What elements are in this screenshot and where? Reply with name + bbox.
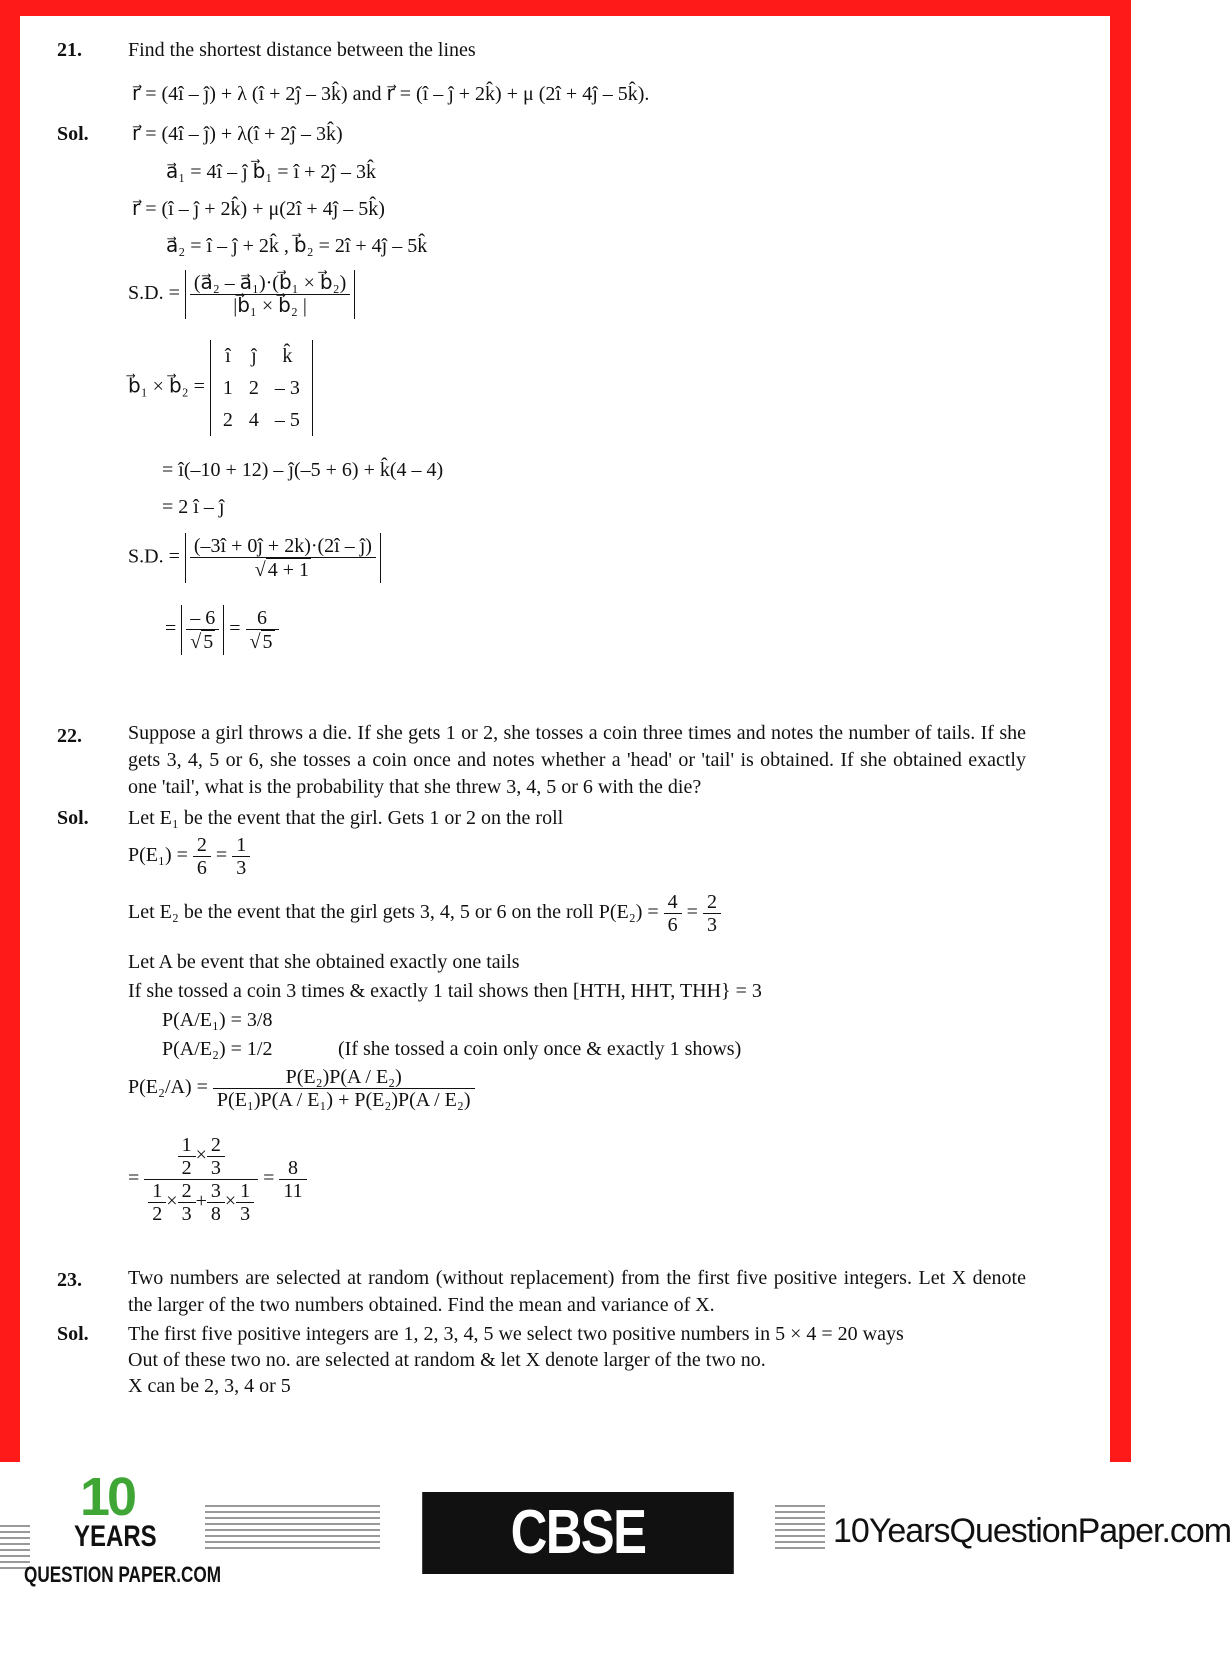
- eval-eq2: =: [263, 1167, 275, 1190]
- q23-number: 23.: [57, 1269, 82, 1291]
- q21-step1: r⃗ = (4î – ĵ) + λ(î + 2ĵ – 3k̂): [132, 123, 343, 145]
- sd-denominator: |b⃗₁ × b⃗₂ |: [233, 295, 307, 317]
- det-cell: 2: [248, 377, 259, 399]
- q21-question: Find the shortest distance between the lines: [128, 39, 476, 61]
- eval-den: $\frac{1}{2}$ × $\frac{2}{3}$ + $\frac{3}{8}$ × $\frac{1}{3}$: [144, 1180, 258, 1225]
- q22-sol-label: Sol.: [57, 807, 89, 829]
- pe1-n1: 2: [193, 834, 211, 857]
- eval-eq: =: [128, 1167, 140, 1190]
- q22-bayes: [128, 1066, 475, 1111]
- result-frac: [279, 1157, 306, 1202]
- sd2-fraction: [190, 535, 376, 581]
- frame-left-border: [0, 0, 20, 1462]
- pe1-d2: 3: [236, 857, 247, 879]
- pe2-frac2: [703, 891, 721, 936]
- en-f2: [207, 1134, 225, 1179]
- stripes-middle-right: [775, 1502, 825, 1554]
- det-cell: î: [225, 345, 231, 367]
- bayes-den: P(E₁)P(A / E₁) + P(E₂)P(A / E₂): [216, 1089, 471, 1111]
- final-num2: 6: [246, 607, 279, 630]
- q22-step4: If she tossed a coin 3 times & exactly 1 tail shows then [HTH, HHT, THH} = 3: [128, 980, 762, 1002]
- frame-right-border: [1110, 0, 1131, 1462]
- pe2-frac1: [664, 891, 682, 936]
- q22-number: 22.: [57, 725, 82, 747]
- bayes-label: P(E₂/A) =: [128, 1076, 208, 1099]
- result-den: 11: [283, 1180, 303, 1202]
- q21-number: 21.: [57, 39, 82, 61]
- ed-f2-d: 3: [181, 1203, 192, 1225]
- final-den1: √ 5: [190, 631, 214, 653]
- result-num: 8: [279, 1157, 306, 1180]
- bayes-num: P(E₂)P(A / E₂): [213, 1066, 475, 1089]
- q21-step3: r⃗ = (î – ĵ + 2k̂) + μ(2î + 4ĵ – 5k̂): [132, 198, 385, 220]
- q23-step3: X can be 2, 3, 4 or 5: [128, 1375, 291, 1397]
- pe2-d2: 3: [706, 914, 717, 936]
- ed-f2-n: 2: [178, 1180, 196, 1203]
- det-cell: k̂: [282, 345, 293, 367]
- q22-step6-note: (If she tossed a coin only once & exactly 1 shows): [338, 1038, 742, 1060]
- en-f1: [178, 1134, 196, 1179]
- logo-years: YEARS: [74, 1520, 157, 1553]
- ed-f1-n: 1: [148, 1180, 166, 1203]
- ed-f4-d: 3: [240, 1203, 251, 1225]
- logo-number: 10: [80, 1467, 135, 1527]
- ed-f4-n: 1: [236, 1180, 254, 1203]
- q22-question: Suppose a girl throws a die. If she gets 1 or 2, she tosses a coin three times and notes the number of tails. If she gets 3, 4, 5 or 6, she tosses a coin once and notes whether a 'head' or 'tail' is obtained. If she obtained exactly one 'tail', what is the probability that she threw 3, 4, 5 or 6 with the die?: [128, 722, 1026, 798]
- cbse-banner: CBSE BOARD XII: [422, 1492, 734, 1574]
- q22-step3: Let A be event that she obtained exactly one tails: [128, 951, 520, 973]
- pe1-eq: =: [215, 844, 228, 867]
- q21-step4: a⃗₂ = î – ĵ + 2k̂ , b⃗₂ = 2î + 4ĵ – 5k̂: [166, 235, 428, 257]
- det-cell: 4: [248, 409, 259, 431]
- pe2-eq: =: [686, 901, 698, 924]
- q22-pe1: [128, 834, 250, 879]
- logo-subtitle: QUESTION PAPER.COM: [24, 1562, 222, 1587]
- q22-step6: P(A/E₂) = 1/2: [162, 1038, 273, 1060]
- det-cell: ĵ: [251, 345, 257, 367]
- ed-f1: [148, 1180, 166, 1225]
- sd2-denominator: √ 4 + 1: [254, 559, 310, 581]
- cross-label: b⃗₁ × b⃗₂ =: [128, 375, 205, 398]
- ed-f3-n: 3: [207, 1180, 225, 1203]
- q21-final: [165, 605, 279, 655]
- q21-sd-evaluated: [128, 533, 381, 583]
- q22-step5: P(A/E₁) = 3/8: [162, 1009, 273, 1031]
- final-num1: – 6: [186, 607, 219, 630]
- ed-f1-d: 2: [152, 1203, 163, 1225]
- ed-f4: [236, 1180, 254, 1225]
- q22-bayes-evaluated: [128, 1134, 307, 1225]
- en-f1-n: 1: [178, 1134, 196, 1157]
- final-frac2: [246, 607, 279, 653]
- pe1-n2: 1: [232, 834, 250, 857]
- sd2-abs: [185, 533, 381, 583]
- q23-question: Two numbers are selected at random (without replacement) from the first five positive integers. Let X denote the larger of the two numbers obtained. Find the mean and variance of X.: [128, 1267, 1026, 1316]
- q21-sol-label: Sol.: [57, 123, 89, 145]
- q23-sol-label: Sol.: [57, 1323, 89, 1345]
- q21-sd-formula: [128, 270, 355, 319]
- ed-f3-d: 8: [210, 1203, 221, 1225]
- sd-fraction: [190, 272, 350, 317]
- pe2-n1: 4: [664, 891, 682, 914]
- q21-step2: a⃗₁ = 4î – ĵ b⃗₁ = î + 2ĵ – 3k̂: [166, 161, 376, 183]
- sd-numerator: (a⃗₂ – a⃗₁)·(b⃗₁ × b⃗₂): [190, 272, 350, 295]
- site-url[interactable]: 10YearsQuestionPaper.com: [833, 1512, 1231, 1550]
- q23-step2: Out of these two no. are selected at random & let X denote larger of the two no.: [128, 1349, 766, 1371]
- q21-step6: = 2 î – ĵ: [162, 496, 225, 518]
- eval-num: $\frac{1}{2}$ × $\frac{2}{3}$: [144, 1134, 258, 1180]
- det-cell: 1: [222, 377, 233, 399]
- det-cell: – 5: [274, 409, 300, 431]
- q21-step5: = î(–10 + 12) – ĵ(–5 + 6) + k̂(4 – 4): [162, 459, 444, 481]
- sd-abs: [185, 270, 355, 319]
- q23-step1: The first five positive integers are 1, 2, 3, 4, 5 we select two positive numbers in 5 × 4 = 20 ways: [128, 1323, 904, 1345]
- stripes-middle-left: [205, 1502, 380, 1554]
- sd-label: S.D. =: [128, 282, 180, 305]
- q21-lines: r⃗ = (4î – ĵ) + λ (î + 2ĵ – 3k̂) and r⃗ = (î – ĵ + 2k̂) + μ (2î + 4ĵ – 5k̂).: [132, 83, 650, 105]
- det-cell: 2: [222, 409, 233, 431]
- sd2-numerator: (–3î + 0ĵ + 2k)·(2î – ĵ): [190, 535, 376, 558]
- sd2-label: S.D. =: [128, 545, 180, 568]
- pe1-frac1: [193, 834, 211, 879]
- pe2-text: Let E₂ be the event that the girl gets 3, 4, 5 or 6 on the roll P(E₂) =: [128, 901, 659, 924]
- en-f2-d: 3: [210, 1157, 221, 1179]
- det-cell: – 3: [274, 377, 300, 399]
- ed-f2: [178, 1180, 196, 1225]
- determinant: [210, 340, 313, 436]
- ed-f3: [207, 1180, 225, 1225]
- pe1-label: P(E₁) =: [128, 844, 188, 867]
- final-abs: [181, 605, 224, 655]
- pe1-frac2: [232, 834, 250, 879]
- final-eq2: =: [229, 617, 241, 640]
- final-eq1: =: [165, 617, 177, 640]
- bayes-frac: [213, 1066, 475, 1111]
- q21-cross-product: [128, 340, 313, 436]
- final-den2: √ 5: [249, 631, 273, 653]
- frame-top-border: [0, 0, 1131, 16]
- en-f1-d: 2: [181, 1157, 192, 1179]
- final-frac1: [186, 607, 219, 653]
- q22-step1: Let E₁ be the event that the girl. Gets 1 or 2 on the roll: [128, 807, 564, 829]
- pe2-n2: 2: [703, 891, 721, 914]
- pe2-d1: 6: [667, 914, 678, 936]
- q22-pe2: [128, 891, 721, 936]
- pe1-d1: 6: [196, 857, 207, 879]
- eval-frac: [144, 1134, 258, 1225]
- en-f2-n: 2: [207, 1134, 225, 1157]
